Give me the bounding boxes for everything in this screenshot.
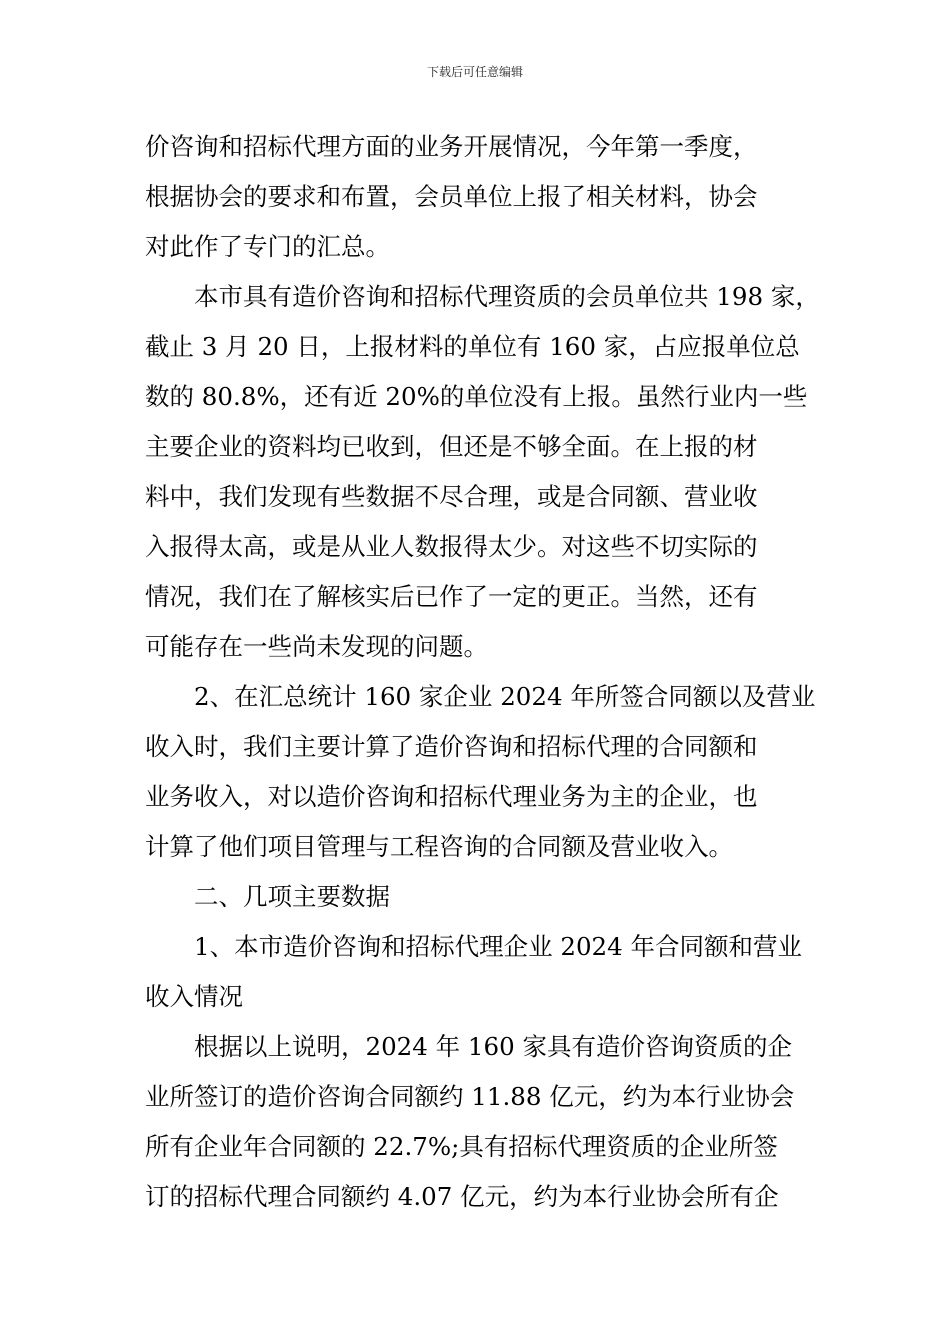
text-line: 对此作了专门的汇总。 xyxy=(145,232,390,261)
text-line: 可能存在一些尚未发现的问题。 xyxy=(145,632,488,661)
text-line: 收入时，我们主要计算了造价咨询和招标代理的合同额和 xyxy=(145,732,758,761)
section-heading: 二、几项主要数据 xyxy=(194,882,390,911)
text-line: 主要企业的资料均已收到，但还是不够全面。在上报的材 xyxy=(145,432,758,461)
text-line: 所有企业年合同额的 22.7%;具有招标代理资质的企业所签 xyxy=(145,1132,778,1161)
text-line: 1、本市造价咨询和招标代理企业 2024 年合同额和营业 xyxy=(194,932,803,961)
text-line: 数的 80.8%，还有近 20%的单位没有上报。虽然行业内一些 xyxy=(145,382,808,411)
header-note: 下载后可任意编辑 xyxy=(426,65,523,79)
text-line: 本市具有造价咨询和招标代理资质的会员单位共 198 家， xyxy=(194,282,820,311)
text-line: 业所签订的造价咨询合同额约 11.88 亿元，约为本行业协会 xyxy=(145,1082,795,1111)
text-line: 2、在汇总统计 160 家企业 2024 年所签合同额以及营业 xyxy=(194,682,816,711)
text-line: 料中，我们发现有些数据不尽合理，或是合同额、营业收 xyxy=(145,482,758,511)
text-line: 计算了他们项目管理与工程咨询的合同额及营业收入。 xyxy=(145,832,733,861)
text-line: 根据协会的要求和布置，会员单位上报了相关材料，协会 xyxy=(145,182,758,211)
document-body xyxy=(145,122,820,1222)
text-line: 价咨询和招标代理方面的业务开展情况，今年第一季度， xyxy=(145,132,758,161)
text-line: 截止 3 月 20 日，上报材料的单位有 160 家，占应报单位总 xyxy=(145,332,800,361)
text-line: 根据以上说明，2024 年 160 家具有造价咨询资质的企 xyxy=(194,1032,792,1061)
text-line: 收入情况 xyxy=(145,982,243,1011)
text-line: 业务收入，对以造价咨询和招标代理业务为主的企业，也 xyxy=(145,782,758,811)
text-line: 订的招标代理合同额约 4.07 亿元，约为本行业协会所有企 xyxy=(145,1182,779,1211)
text-line: 情况，我们在了解核实后已作了一定的更正。当然，还有 xyxy=(145,582,758,611)
text-line: 入报得太高，或是从业人数报得太少。对这些不切实际的 xyxy=(145,532,758,561)
